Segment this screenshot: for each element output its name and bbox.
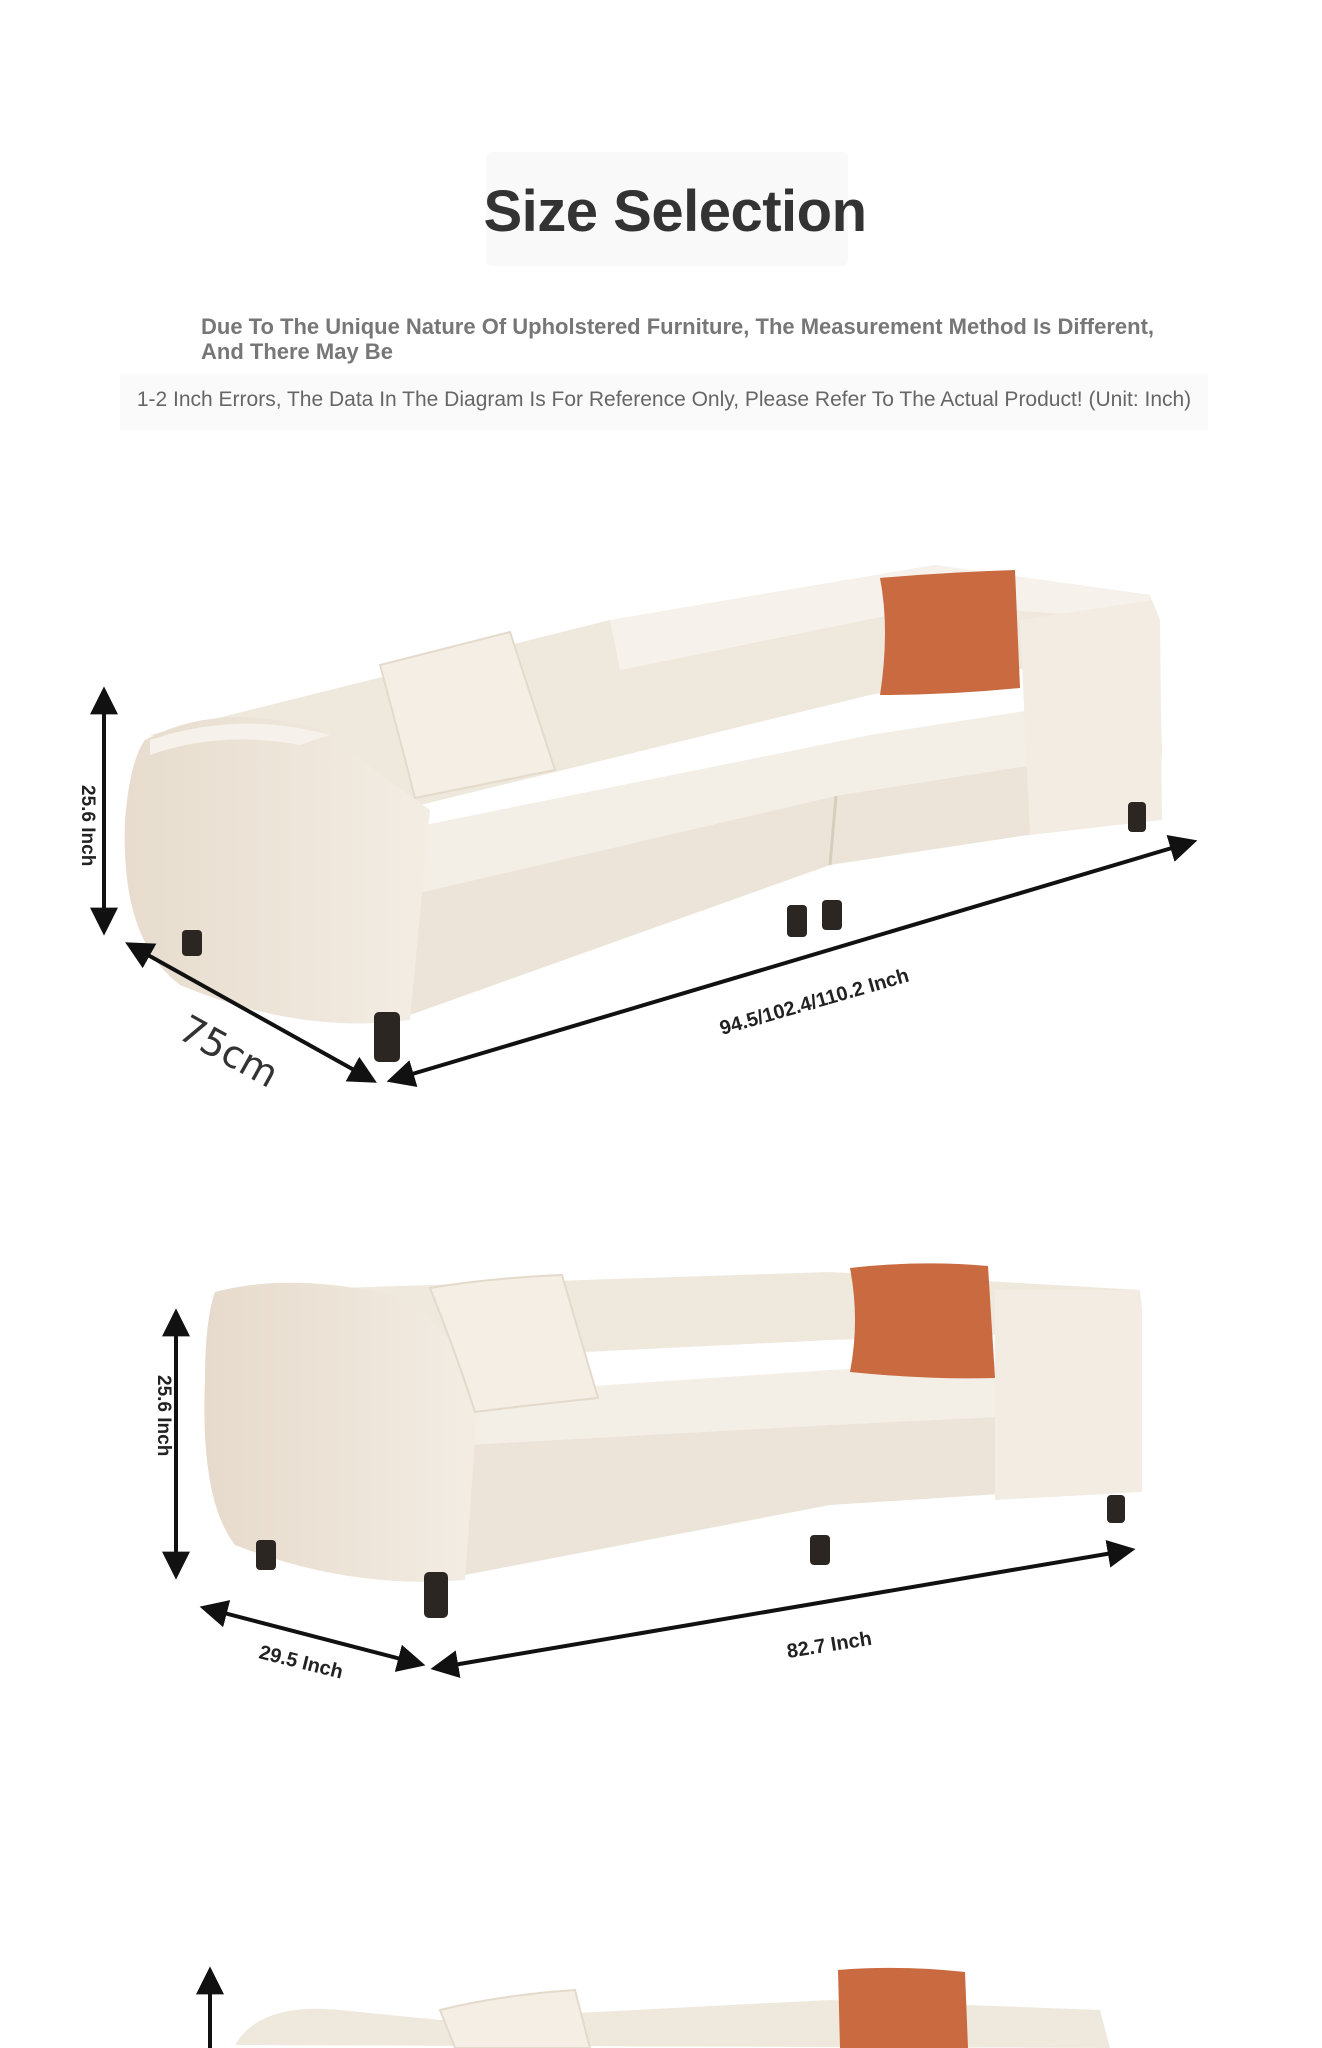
leg <box>424 1572 448 1618</box>
sofa-diagram-small <box>0 1950 1322 2048</box>
leg <box>374 1012 400 1062</box>
leg <box>1107 1495 1125 1523</box>
depth-label: 29.5 Inch <box>256 1641 346 1684</box>
sofa-medium <box>204 1263 1142 1618</box>
page-title: Size Selection <box>483 179 867 244</box>
leg <box>787 905 807 937</box>
sofa-diagram-large <box>0 520 1322 1100</box>
sofa-medium-illustration <box>0 1230 1322 1690</box>
sofa-large-illustration <box>0 520 1322 1100</box>
leg <box>810 1535 830 1565</box>
sofa-diagram-medium <box>0 1230 1322 1690</box>
width-label: 82.7 Inch <box>785 1627 874 1663</box>
width-arrow <box>436 1550 1130 1668</box>
leg <box>822 900 842 930</box>
sofa-small <box>235 1968 1110 2048</box>
height-label: 25.6 Inch <box>77 785 98 867</box>
leg <box>256 1540 276 1570</box>
measurement-disclaimer: 1-2 Inch Errors, The Data In The Diagram Is For Reference Only, Please Refer To The Actual Product! (Unit: Inch) <box>136 388 1192 411</box>
width-label: 94.5/102.4/110.2 Inch <box>717 964 912 1040</box>
measurement-notice: Due To The Unique Nature Of Upholstered Furniture, The Measurement Method Is Different, And There May Be <box>201 314 1155 364</box>
depth-label: 75cm <box>171 1006 286 1097</box>
sofa-large <box>125 565 1162 1062</box>
leg <box>1128 802 1146 832</box>
leg <box>182 930 202 956</box>
sofa-small-illustration <box>0 1950 1322 2048</box>
height-label: 25.6 Inch <box>153 1375 174 1457</box>
